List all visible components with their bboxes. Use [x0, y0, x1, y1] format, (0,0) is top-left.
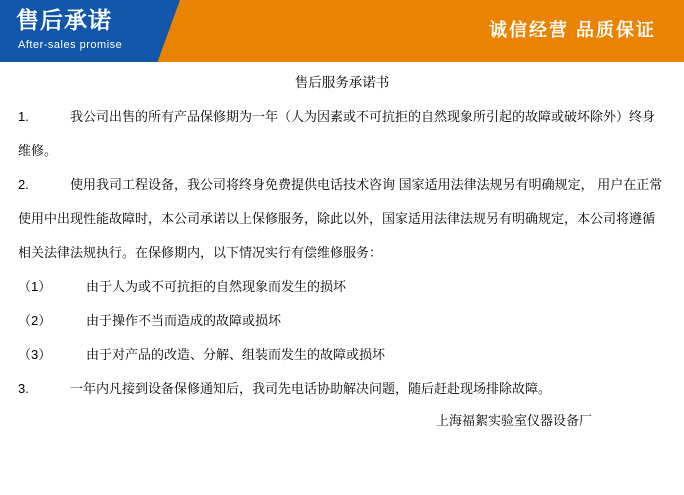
paragraph-1: [14, 100, 670, 168]
paragraph-1-text: 我公司出售的所有产品保修期为一年（人为因素或不可抗拒的自然现象所引起的故障或破坏除外）终身维修。: [18, 109, 656, 158]
sub-item-2-label: （2）: [18, 313, 52, 328]
paragraph-1-number: 1.: [18, 109, 29, 124]
banner-title-chinese: 售后承诺: [16, 7, 112, 33]
header-banner: [0, 0, 684, 62]
banner-title-english: After-sales promise: [18, 39, 123, 51]
banner-slogan: 诚信经营 品质保证: [488, 20, 656, 40]
sub-item-1-label: （1）: [18, 279, 52, 294]
sub-item-2-text: 由于操作不当而造成的故障或损坏: [86, 313, 282, 328]
sub-item-1: [14, 270, 670, 304]
paragraph-3-number: 3.: [18, 381, 29, 396]
paragraph-2-number: 2.: [18, 177, 29, 192]
sub-item-3: [14, 338, 670, 372]
document-body: [0, 72, 684, 434]
sub-item-3-label: （3）: [18, 347, 52, 362]
paragraph-2-text: 使用我司工程设备，我公司将终身免费提供电话技术咨询 国家适用法律法规另有明确规定， 用户在正常使用中出现性能故障时，本公司承诺以上保修服务，除此以外，国家适用法律法规另有明确规定，本公司将遵循相关法律法规执行。在保修期内，以下情况实行有偿维修服务：: [18, 177, 663, 260]
sub-item-3-text: 由于对产品的改造、分解、组装而发生的故障或损坏: [86, 347, 386, 362]
company-signature: 上海福絮实验室仪器设备厂: [435, 413, 592, 428]
paragraph-3-text: 一年内凡接到设备保修通知后，我司先电话协助解决问题，随后赶赴现场排除故障。: [70, 381, 552, 396]
paragraph-2: [14, 168, 670, 270]
document-title: 售后服务承诺书: [294, 75, 390, 90]
paragraph-3: [14, 372, 670, 406]
sub-item-1-text: 由于人为或不可抗拒的自然现象而发生的损坏: [86, 279, 347, 294]
sub-item-2: [14, 304, 670, 338]
